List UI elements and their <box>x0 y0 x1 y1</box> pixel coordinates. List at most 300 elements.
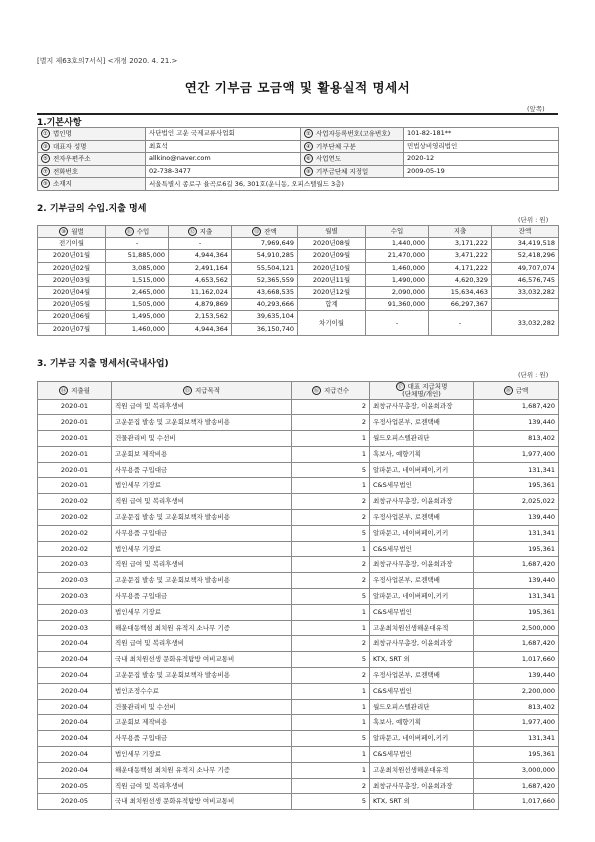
expense-purpose-cell: 해운대동백섬 최치원 유적지 소나무 기증 <box>112 620 292 636</box>
address-label-text: 소재지 <box>53 179 72 188</box>
column-header-subtext: (단체명/개인) <box>402 390 441 398</box>
expense-cell: 3,471,222 <box>429 250 492 262</box>
expense-row <box>38 731 559 747</box>
expense-month-cell: 2020-01 <box>38 478 112 494</box>
expense-row <box>38 794 559 810</box>
info-row <box>38 128 559 141</box>
address-label <box>38 178 146 191</box>
expense-payee-cell: 최창규사무총장, 이윤희과장 <box>370 494 474 510</box>
expense-cell: 4,171,222 <box>429 262 492 274</box>
section3-title: 3. 기부금 지출 명세서(국내사업) <box>37 359 169 369</box>
income-cell: 21,470,000 <box>366 250 429 262</box>
expense-cell: 4,620,329 <box>429 274 492 286</box>
column-header-text: 지급건수 <box>323 386 350 394</box>
expense-amount-cell: 1,687,420 <box>474 399 559 415</box>
column-header-text: 월별 <box>325 227 338 236</box>
expense-purpose-cell: 사무용품 구입대금 <box>112 462 292 478</box>
expense-purpose-cell: 고운회보 제작비용 <box>112 446 292 462</box>
expense-row <box>38 399 559 415</box>
info-label <box>301 165 404 178</box>
month-cell: 합계 <box>298 299 366 311</box>
item-number-marker: ⑭ <box>61 387 67 394</box>
expense-amount-cell: 131,341 <box>474 589 559 605</box>
info-value: 101-82-181** <box>404 128 559 141</box>
section1-rule <box>37 113 558 115</box>
info-row <box>38 140 559 153</box>
expense-count-cell: 1 <box>292 446 370 462</box>
column-header-text: 금액 <box>515 386 529 394</box>
column-header <box>474 382 559 400</box>
info-label-text: 전자우편주소 <box>53 154 91 163</box>
expense-month-cell: 2020-03 <box>38 620 112 636</box>
item-number-marker: ⑨ <box>41 179 50 188</box>
month-cell: 2020년02월 <box>38 262 106 274</box>
expense-detail-header <box>38 382 559 400</box>
item-number-marker: ③ <box>41 142 50 151</box>
expense-amount-cell: 1,977,400 <box>474 446 559 462</box>
expense-payee-cell: 혹보사, 예향기획 <box>370 715 474 731</box>
expense-amount-cell: 813,402 <box>474 699 559 715</box>
expense-row <box>38 478 559 494</box>
income-cell: 91,360,000 <box>366 299 429 311</box>
expense-row <box>38 762 559 778</box>
month-cell: 2020년10월 <box>298 262 366 274</box>
expense-count-cell: 1 <box>292 431 370 447</box>
expense-month-cell: 2020-03 <box>38 573 112 589</box>
info-value: 사단법인 고운 국제교류사업회 <box>146 128 301 141</box>
expense-payee-cell: 혹보사, 예향기획 <box>370 446 474 462</box>
expense-payee-cell: 우정사업본부, 로젠택배 <box>370 573 474 589</box>
balance-cell: 49,707,074 <box>492 262 559 274</box>
info-value: 민법상비영리법인 <box>404 140 559 153</box>
expense-count-cell: 1 <box>292 604 370 620</box>
column-header-text: 잔액 <box>518 227 532 236</box>
item-number-marker: ② <box>304 129 313 138</box>
address-row <box>38 178 559 191</box>
expense-count-cell: 5 <box>292 652 370 668</box>
expense-count-cell: 5 <box>292 525 370 541</box>
income-cell: 1,490,000 <box>366 274 429 286</box>
month-row <box>38 250 559 262</box>
month-row <box>38 274 559 286</box>
column-header <box>112 382 292 400</box>
info-label <box>38 153 146 166</box>
expense-count-cell: 1 <box>292 699 370 715</box>
expense-row <box>38 683 559 699</box>
month-cell: 2020년07월 <box>38 323 106 335</box>
column-header <box>169 226 232 238</box>
month-row <box>38 311 559 323</box>
expense-month-cell: 2020-04 <box>38 731 112 747</box>
item-number-marker: ⑩ <box>59 227 68 236</box>
expense-payee-cell: 최창규사무총장, 이윤희과장 <box>370 636 474 652</box>
expense-month-cell: 2020-04 <box>38 683 112 699</box>
expense-month-cell: 2020-02 <box>38 494 112 510</box>
expense-purpose-cell: 직원 급여 및 복리후생비 <box>112 636 292 652</box>
balance-cell: 46,576,745 <box>492 274 559 286</box>
expense-amount-cell: 1,017,660 <box>474 794 559 810</box>
expense-count-cell: 1 <box>292 747 370 763</box>
address-value: 서울특별시 종로구 율곡로6길 36, 301호(운니동, 오피스텔월드 3층) <box>146 178 559 191</box>
expense-purpose-cell: 법인세무 기장료 <box>112 541 292 557</box>
info-value: allkino@naver.com <box>146 153 301 166</box>
expense-amount-cell: 195,361 <box>474 478 559 494</box>
expense-purpose-cell: 법인조정수수료 <box>112 683 292 699</box>
expense-row <box>38 747 559 763</box>
expense-count-cell: 2 <box>292 415 370 431</box>
item-number-marker: ⑦ <box>41 167 50 176</box>
expense-row <box>38 573 559 589</box>
expense-cell: 3,171,222 <box>429 238 492 250</box>
expense-amount-cell: 1,977,400 <box>474 715 559 731</box>
expense-count-cell: 1 <box>292 683 370 699</box>
balance-cell: 52,418,296 <box>492 250 559 262</box>
expense-amount-cell: 1,017,660 <box>474 652 559 668</box>
expense-month-cell: 2020-01 <box>38 399 112 415</box>
info-label-text: 전화번호 <box>53 167 79 176</box>
basic-info-table <box>37 127 559 191</box>
expense-month-cell: 2020-05 <box>38 794 112 810</box>
expense-count-cell: 2 <box>292 573 370 589</box>
expense-payee-cell: KTX, SRT 외 <box>370 794 474 810</box>
expense-row <box>38 715 559 731</box>
expense-row <box>38 541 559 557</box>
column-header-text: 월별 <box>71 227 84 236</box>
section1-title: 1.기본사항 <box>37 118 82 128</box>
expense-month-cell: 2020-01 <box>38 431 112 447</box>
income-cell: 1,440,000 <box>366 238 429 250</box>
info-label-text: 사업연도 <box>316 154 342 163</box>
expense-payee-cell: 월드오피스텔관리단 <box>370 699 474 715</box>
expense-row <box>38 652 559 668</box>
expense-purpose-cell: 국내 최치원선생 문화유적탐방 여비교통비 <box>112 652 292 668</box>
item-number-marker: ⑯ <box>313 387 319 394</box>
carry-balance-cell: 33,032,282 <box>492 311 559 335</box>
expense-cell: 2,153,562 <box>169 311 232 323</box>
month-cell: 2020년06월 <box>38 311 106 323</box>
expense-row <box>38 415 559 431</box>
month-cell: 2020년11월 <box>298 274 366 286</box>
expense-payee-cell: 최창규사무총장, 이윤희과장 <box>370 399 474 415</box>
page-side-label: (앞쪽) <box>527 105 545 113</box>
info-label <box>38 128 146 141</box>
expense-month-cell: 2020-05 <box>38 778 112 794</box>
info-value: 02-738-3477 <box>146 165 301 178</box>
expense-month-cell: 2020-04 <box>38 747 112 763</box>
carry-month-cell: 차기이월 <box>298 311 366 335</box>
column-header <box>429 226 492 238</box>
info-row <box>38 153 559 166</box>
expense-cell: 15,634,463 <box>429 286 492 298</box>
expense-purpose-cell: 직원 급여 및 복리후생비 <box>112 399 292 415</box>
carry-expense-cell: - <box>429 311 492 335</box>
expense-payee-cell: C&S세무법인 <box>370 478 474 494</box>
expense-cell: 4,944,364 <box>169 250 232 262</box>
balance-cell: 34,419,518 <box>492 238 559 250</box>
info-label-text: 기부단체 구분 <box>316 142 356 151</box>
info-label-text: 대표자 성명 <box>53 142 87 151</box>
balance-cell: 55,504,121 <box>232 262 298 274</box>
item-number-marker: ⑧ <box>304 167 313 176</box>
item-number-marker: ⑪ <box>126 228 132 235</box>
expense-count-cell: 2 <box>292 636 370 652</box>
expense-row <box>38 446 559 462</box>
expense-amount-cell: 139,440 <box>474 510 559 526</box>
balance-cell: 33,032,282 <box>492 286 559 298</box>
expense-payee-cell: C&S세무법인 <box>370 747 474 763</box>
expense-count-cell: 2 <box>292 399 370 415</box>
expense-purpose-cell: 사무용품 구입대금 <box>112 525 292 541</box>
expense-row <box>38 510 559 526</box>
month-row <box>38 238 559 250</box>
expense-count-cell: 2 <box>292 494 370 510</box>
balance-cell: 52,365,559 <box>232 274 298 286</box>
expense-count-cell: 5 <box>292 589 370 605</box>
item-number-marker: ⑤ <box>41 154 50 163</box>
page-title: 연간 기부금 모금액 및 활용실적 명세서 <box>184 80 411 95</box>
expense-month-cell: 2020-03 <box>38 604 112 620</box>
income-expense-header <box>38 226 559 238</box>
expense-payee-cell: 월드오피스텔관리단 <box>370 431 474 447</box>
info-value: 최효석 <box>146 140 301 153</box>
expense-purpose-cell: 법인세무 기장료 <box>112 747 292 763</box>
expense-count-cell: 5 <box>292 462 370 478</box>
column-header <box>370 382 474 400</box>
month-row <box>38 299 559 311</box>
expense-payee-cell: 알파문고, 네이버페이,키키 <box>370 525 474 541</box>
month-cell: 2020년04월 <box>38 286 106 298</box>
month-cell: 2020년09월 <box>298 250 366 262</box>
expense-cell: 4,879,869 <box>169 299 232 311</box>
income-cell: - <box>106 238 169 250</box>
expense-count-cell: 2 <box>292 557 370 573</box>
expense-purpose-cell: 고운문집 발송 및 고운회보책자 발송비용 <box>112 573 292 589</box>
column-header-text: 잔액 <box>264 227 277 236</box>
expense-month-cell: 2020-03 <box>38 589 112 605</box>
expense-month-cell: 2020-04 <box>38 699 112 715</box>
column-header-text: 지출 <box>453 227 467 236</box>
info-label <box>38 140 146 153</box>
expense-count-cell: 5 <box>292 794 370 810</box>
expense-payee-cell: 최창규사무총장, 이윤희과장 <box>370 778 474 794</box>
info-label-text: 기부금단체 지정일 <box>316 167 369 176</box>
expense-count-cell: 1 <box>292 762 370 778</box>
expense-amount-cell: 1,687,420 <box>474 778 559 794</box>
carry-income-cell: - <box>366 311 429 335</box>
expense-row <box>38 620 559 636</box>
info-label <box>301 153 404 166</box>
expense-purpose-cell: 사무용품 구입대금 <box>112 589 292 605</box>
expense-purpose-cell: 법인세무 기장료 <box>112 478 292 494</box>
expense-count-cell: 1 <box>292 620 370 636</box>
expense-amount-cell: 195,361 <box>474 747 559 763</box>
expense-amount-cell: 195,361 <box>474 604 559 620</box>
column-header <box>292 382 370 400</box>
expense-amount-cell: 1,687,420 <box>474 636 559 652</box>
balance-cell: 39,635,104 <box>232 311 298 323</box>
expense-payee-cell: C&S세무법인 <box>370 604 474 620</box>
expense-row <box>38 462 559 478</box>
expense-payee-cell: 고운최치원선생해운대유적 <box>370 762 474 778</box>
expense-cell: 2,491,164 <box>169 262 232 274</box>
column-header <box>492 226 559 238</box>
expense-payee-cell: KTX, SRT 외 <box>370 652 474 668</box>
info-row <box>38 165 559 178</box>
month-cell: 2020년01월 <box>38 250 106 262</box>
item-number-marker: ⑫ <box>189 228 195 235</box>
section2-title: 2. 기부금의 수입.지출 명세 <box>37 204 147 214</box>
column-header <box>38 226 106 238</box>
expense-payee-cell: 우정사업본부, 로젠택배 <box>370 510 474 526</box>
expense-row <box>38 636 559 652</box>
income-cell: 1,460,000 <box>366 262 429 274</box>
info-label <box>301 140 404 153</box>
expense-purpose-cell: 고운문집 발송 및 고운회보책자 발송비용 <box>112 415 292 431</box>
income-cell: 1,505,000 <box>106 299 169 311</box>
month-cell: 전기이월 <box>38 238 106 250</box>
expense-month-cell: 2020-02 <box>38 510 112 526</box>
income-cell: 2,090,000 <box>366 286 429 298</box>
expense-row <box>38 431 559 447</box>
expense-purpose-cell: 고운문집 발송 및 고운회보책자 발송비용 <box>112 510 292 526</box>
item-number-marker: ⑮ <box>184 387 190 394</box>
balance-cell: 7,969,649 <box>232 238 298 250</box>
expense-month-cell: 2020-02 <box>38 541 112 557</box>
balance-cell: 54,910,285 <box>232 250 298 262</box>
expense-amount-cell: 1,687,420 <box>474 557 559 573</box>
expense-purpose-cell: 직원 급여 및 복리후생비 <box>112 557 292 573</box>
expense-month-cell: 2020-02 <box>38 525 112 541</box>
column-header-text: 지급목적 <box>194 386 221 394</box>
expense-payee-cell: C&S세무법인 <box>370 541 474 557</box>
expense-amount-cell: 131,341 <box>474 462 559 478</box>
expense-amount-cell: 139,440 <box>474 668 559 684</box>
expense-month-cell: 2020-04 <box>38 715 112 731</box>
expense-month-cell: 2020-04 <box>38 668 112 684</box>
expense-cell: 4,653,562 <box>169 274 232 286</box>
expense-count-cell: 2 <box>292 668 370 684</box>
expense-count-cell: 1 <box>292 541 370 557</box>
expense-row <box>38 494 559 510</box>
item-number-marker: ⑬ <box>254 228 260 235</box>
expense-payee-cell: 우정사업본부, 로젠택배 <box>370 415 474 431</box>
expense-detail-table <box>37 381 559 810</box>
month-cell: 2020년12월 <box>298 286 366 298</box>
info-label <box>301 128 404 141</box>
expense-row <box>38 699 559 715</box>
income-cell: 1,515,000 <box>106 274 169 286</box>
expense-payee-cell: C&S세무법인 <box>370 683 474 699</box>
column-header-text: 대표 지급처명 <box>407 382 448 391</box>
income-cell: 1,495,000 <box>106 311 169 323</box>
expense-payee-cell: 알파문고, 네이버페이,키키 <box>370 589 474 605</box>
expense-cell: - <box>169 238 232 250</box>
month-cell: 2020년08월 <box>298 238 366 250</box>
expense-payee-cell: 우정사업본부, 로젠택배 <box>370 668 474 684</box>
expense-month-cell: 2020-01 <box>38 446 112 462</box>
expense-month-cell: 2020-03 <box>38 557 112 573</box>
info-value: 2009-05-19 <box>404 165 559 178</box>
expense-purpose-cell: 해운대동백섬 최치원 유적지 소나무 기증 <box>112 762 292 778</box>
column-header <box>366 226 429 238</box>
expense-amount-cell: 2,200,000 <box>474 683 559 699</box>
expense-amount-cell: 131,341 <box>474 525 559 541</box>
expense-purpose-cell: 고운회보 제작비용 <box>112 715 292 731</box>
expense-amount-cell: 139,440 <box>474 573 559 589</box>
expense-count-cell: 5 <box>292 731 370 747</box>
expense-cell: 66,297,367 <box>429 299 492 311</box>
info-label-text: 사업자등록번호(고유번호) <box>316 129 391 138</box>
month-row <box>38 286 559 298</box>
item-number-marker: ⑰ <box>397 384 403 390</box>
expense-amount-cell: 3,000,000 <box>474 762 559 778</box>
column-header-text: 지출 <box>199 227 213 236</box>
info-label-text: 법인명 <box>53 129 72 138</box>
income-cell: 51,885,000 <box>106 250 169 262</box>
form-number: [별지 제63호의7서식] <개정 2020. 4. 21.> <box>37 57 178 65</box>
expense-cell: 11,162,024 <box>169 286 232 298</box>
expense-purpose-cell: 직원 급여 및 복리후생비 <box>112 778 292 794</box>
expense-count-cell: 1 <box>292 715 370 731</box>
item-number-marker: ⑥ <box>304 154 313 163</box>
expense-purpose-cell: 법인세무 기장료 <box>112 604 292 620</box>
column-header-text: 수입 <box>390 227 404 236</box>
item-number-marker: ④ <box>304 142 313 151</box>
expense-count-cell: 2 <box>292 510 370 526</box>
column-header <box>106 226 169 238</box>
expense-month-cell: 2020-01 <box>38 415 112 431</box>
expense-count-cell: 2 <box>292 778 370 794</box>
expense-cell: 4,944,364 <box>169 323 232 335</box>
income-cell: 2,465,000 <box>106 286 169 298</box>
expense-month-cell: 2020-01 <box>38 462 112 478</box>
item-number-marker: ① <box>41 129 50 138</box>
expense-payee-cell: 최창규사무총장, 이윤희과장 <box>370 557 474 573</box>
expense-payee-cell: 알파문고, 네이버페이,키키 <box>370 731 474 747</box>
expense-purpose-cell: 고운문집 발송 및 고운회보책자 발송비용 <box>112 668 292 684</box>
expense-month-cell: 2020-04 <box>38 636 112 652</box>
balance-cell: 43,668,535 <box>232 286 298 298</box>
expense-row <box>38 778 559 794</box>
expense-count-cell: 1 <box>292 478 370 494</box>
expense-row <box>38 604 559 620</box>
expense-purpose-cell: 국내 최치원선생 문화유적탐방 여비교통비 <box>112 794 292 810</box>
column-header <box>232 226 298 238</box>
expense-payee-cell: 알파문고, 네이버페이,키키 <box>370 462 474 478</box>
month-cell: 2020년03월 <box>38 274 106 286</box>
item-number-marker: ⑱ <box>505 387 511 394</box>
income-expense-table <box>37 225 559 336</box>
expense-month-cell: 2020-04 <box>38 762 112 778</box>
expense-amount-cell: 131,341 <box>474 731 559 747</box>
expense-payee-cell: 고운최치원선생해운대유적 <box>370 620 474 636</box>
balance-cell <box>492 299 559 311</box>
balance-cell: 36,150,740 <box>232 323 298 335</box>
expense-purpose-cell: 건물관리비 및 수선비 <box>112 699 292 715</box>
expense-amount-cell: 2,500,000 <box>474 620 559 636</box>
expense-row <box>38 525 559 541</box>
expense-amount-cell: 139,440 <box>474 415 559 431</box>
month-cell: 2020년05월 <box>38 299 106 311</box>
income-cell: 1,460,000 <box>106 323 169 335</box>
column-header-text: 수입 <box>136 227 150 236</box>
expense-amount-cell: 2,025,022 <box>474 494 559 510</box>
info-value: 2020-12 <box>404 153 559 166</box>
expense-purpose-cell: 직원 급여 및 복리후생비 <box>112 494 292 510</box>
expense-row <box>38 589 559 605</box>
expense-amount-cell: 813,402 <box>474 431 559 447</box>
expense-row <box>38 557 559 573</box>
